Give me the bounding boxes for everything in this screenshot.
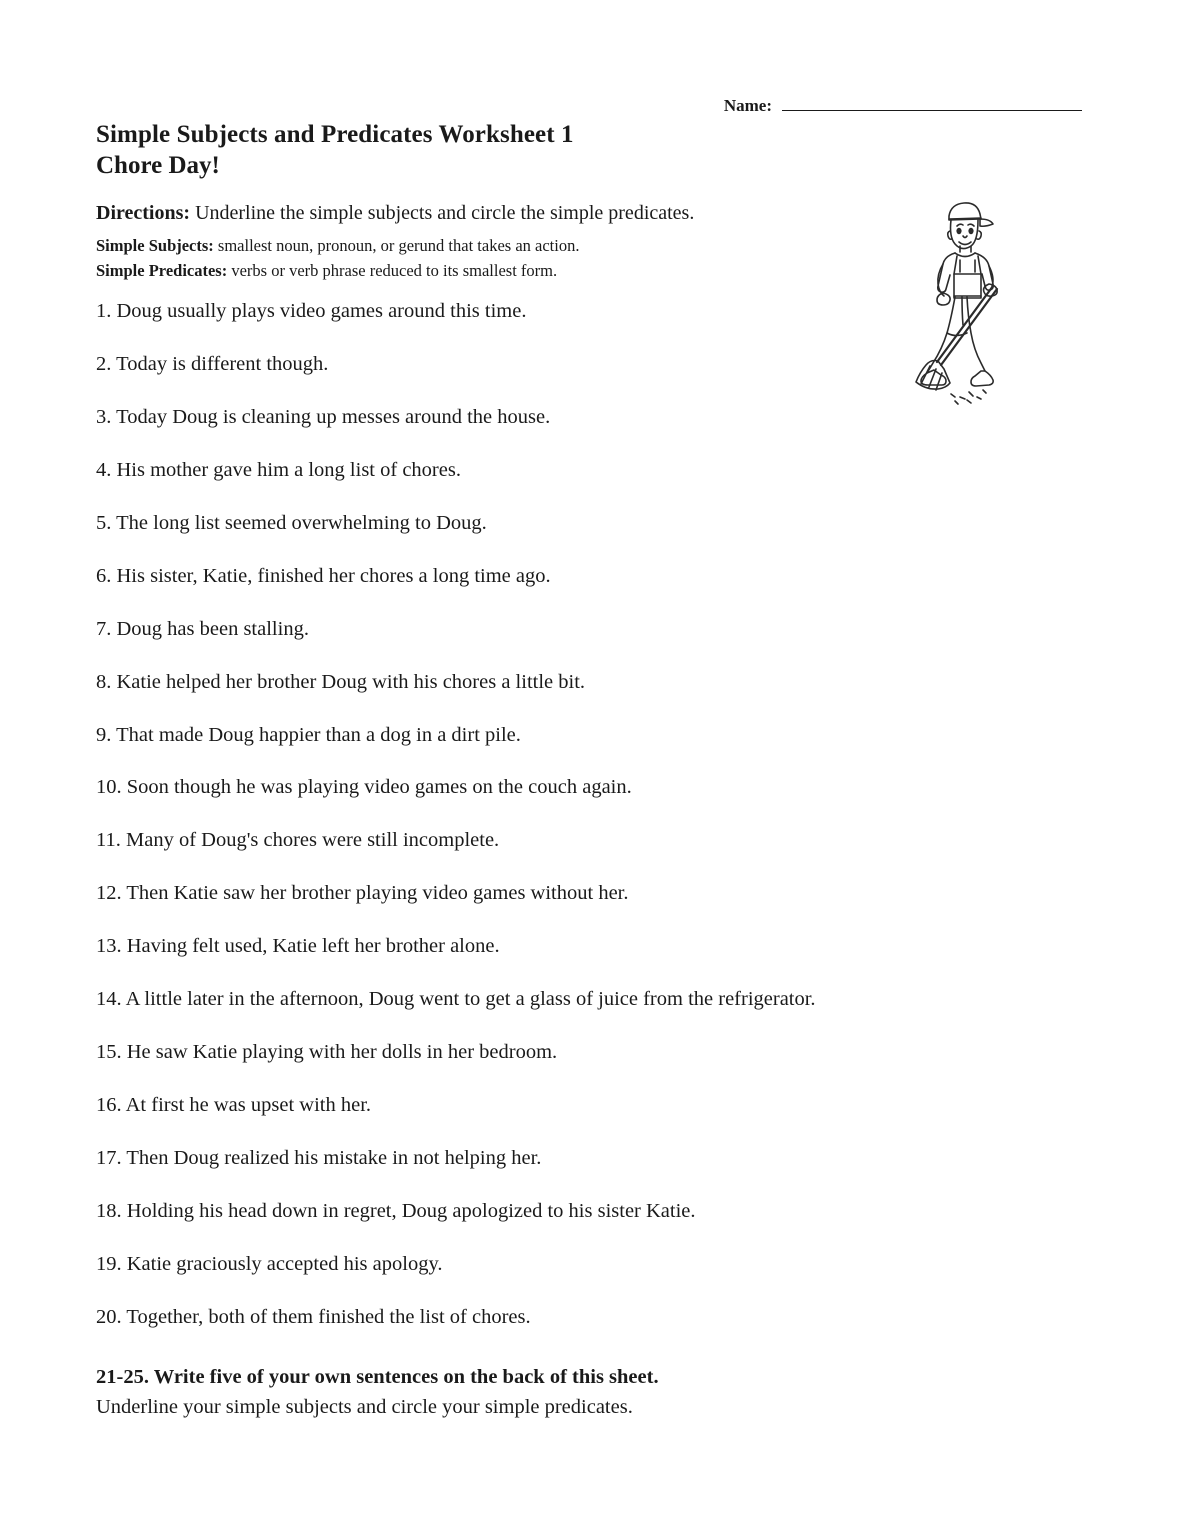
sentence-item: 20. Together, both of them finished the list of chores. xyxy=(96,1305,531,1328)
definition-term: Simple Predicates: xyxy=(96,260,228,280)
name-input-line[interactable] xyxy=(782,96,1082,111)
sentence-item: 8. Katie helped her brother Doug with his chores a little bit. xyxy=(96,670,586,693)
sentence-item: 5. The long list seemed overwhelming to Doug. xyxy=(96,511,487,534)
definitions-block xyxy=(96,234,579,284)
sentence-item: 3. Today Doug is cleaning up messes around the house. xyxy=(96,405,551,428)
closing-plain-text: Underline your simple subjects and circle your simple predicates. xyxy=(96,1395,633,1418)
page-title: Simple Subjects and Predicates Worksheet 1 xyxy=(96,121,574,148)
definition-text: smallest noun, pronoun, or gerund that takes an action. xyxy=(213,236,580,255)
sentence-item: 18. Holding his head down in regret, Doug apologized to his sister Katie. xyxy=(96,1199,696,1222)
sentence-item: 7. Doug has been stalling. xyxy=(96,617,309,640)
definition-simple-predicates xyxy=(96,259,579,284)
directions-line xyxy=(96,200,694,227)
sentence-item: 19. Katie graciously accepted his apology. xyxy=(96,1252,443,1275)
sentence-item: 14. A little later in the afternoon, Doug went to get a glass of juice from the refrigerator. xyxy=(96,988,816,1011)
sentence-item: 2. Today is different though. xyxy=(96,352,329,375)
sentence-item: 17. Then Doug realized his mistake in not helping her. xyxy=(96,1147,542,1169)
directions-label: Directions: xyxy=(96,202,191,224)
sentence-item: 15. He saw Katie playing with her dolls in her bedroom. xyxy=(96,1041,558,1064)
name-field-row xyxy=(724,96,1082,116)
closing-bold-text: 21-25. Write five of your own sentences on the back of this sheet. xyxy=(96,1366,659,1388)
definition-simple-subjects xyxy=(96,234,579,259)
sentence-item: 9. That made Doug happier than a dog in a dirt pile. xyxy=(96,723,521,746)
page-subtitle: Chore Day! xyxy=(96,151,220,179)
closing-instructions xyxy=(96,1364,996,1421)
definition-term: Simple Subjects: xyxy=(96,236,214,255)
name-label: Name: xyxy=(723,96,772,115)
sentence-item: 11. Many of Doug's chores were still incomplete. xyxy=(96,829,500,852)
title-block xyxy=(96,120,574,181)
definition-text: verbs or verb phrase reduced to its smallest form. xyxy=(227,260,558,280)
sentence-item: 4. His mother gave him a long list of chores. xyxy=(96,458,461,481)
sentence-item: 10. Soon though he was playing video games on the couch again. xyxy=(96,776,632,799)
sentence-item: 1. Doug usually plays video games around this time. xyxy=(96,300,527,322)
boy-sweeping-with-broom-illustration xyxy=(905,190,1035,415)
sentence-item: 12. Then Katie saw her brother playing video games without her. xyxy=(96,882,629,905)
sentence-list xyxy=(96,298,976,1357)
sentence-item: 6. His sister, Katie, finished her chores a long time ago. xyxy=(96,564,551,587)
sentence-item: 13. Having felt used, Katie left her brother alone. xyxy=(96,935,500,958)
directions-text: Underline the simple subjects and circle the simple predicates. xyxy=(190,202,695,224)
sentence-item: 16. At first he was upset with her. xyxy=(96,1094,372,1117)
